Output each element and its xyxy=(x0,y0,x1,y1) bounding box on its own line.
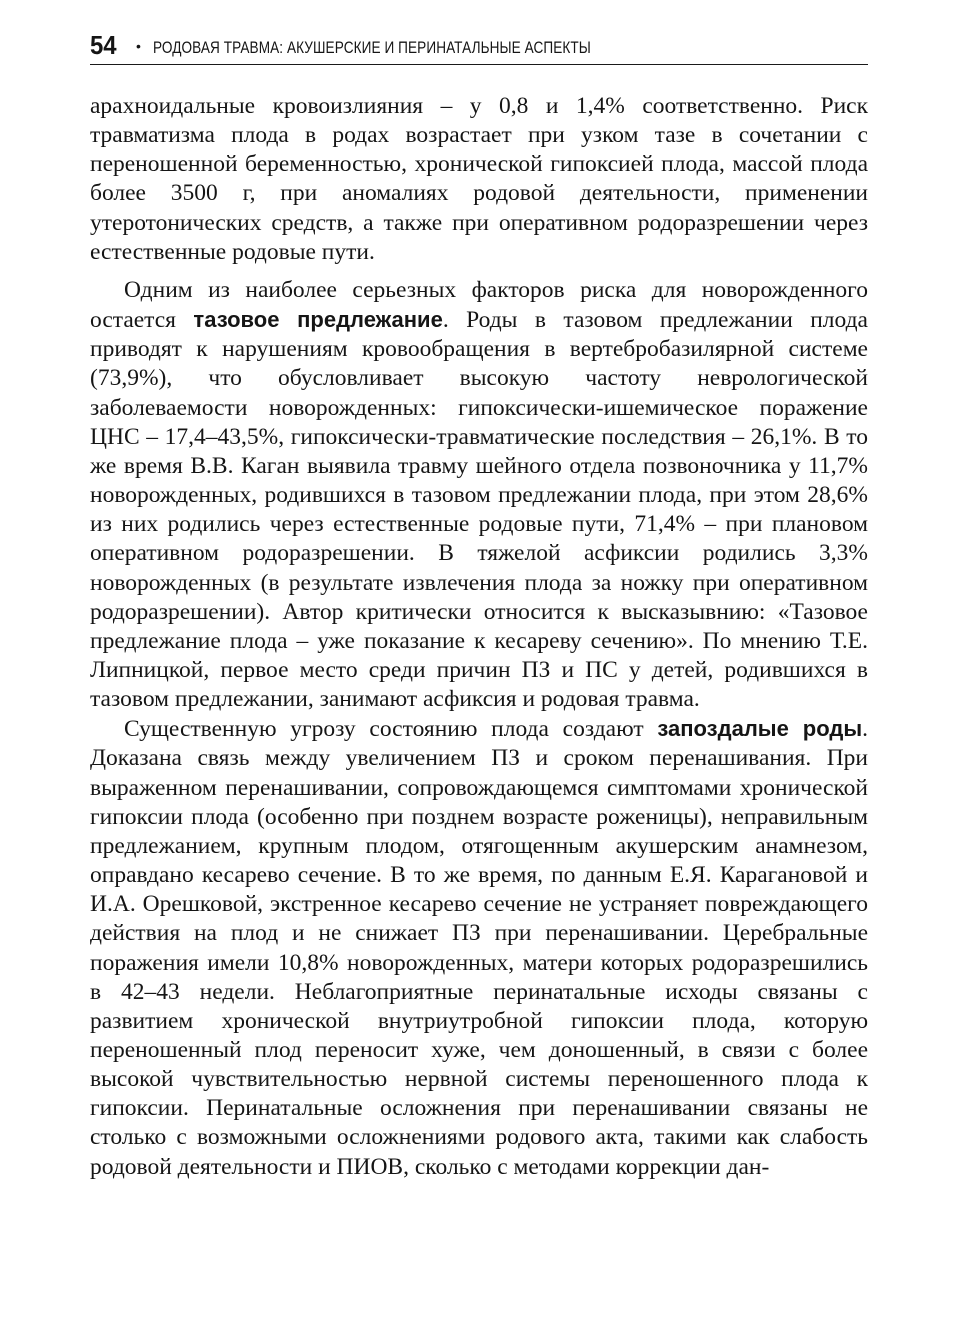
paragraph-2 xyxy=(90,276,868,714)
paragraph-2-text-before: Одним из наиболее серьезных факторов риска для новорожденного остается xyxy=(90,276,868,334)
paragraph-1-text: арахноидальные кровоизлияния – у 0,8 и 1,4% соответственно. Риск травматизма плода в родах возрастает при узком тазе в сочетании с переношенной беременностью, хронической гипоксией плода, массой плода более 3500 г, при аномалиях родовой деятельности, применении утеротонических средств, а также при оперативном родоразрешении через естественные родовые пути. xyxy=(90,93,868,265)
body-text xyxy=(90,92,868,1182)
bold-term-post-term-birth: запоздалые роды xyxy=(657,716,863,742)
running-title: РОДОВАЯ ТРАВМА: АКУШЕРСКИЕ И ПЕРИНАТАЛЬНЫЕ АСПЕКТЫ xyxy=(153,38,591,57)
bold-term-breech-presentation: тазовое предлежание xyxy=(193,307,443,333)
paragraph-3 xyxy=(90,714,868,1182)
page-number: 54 xyxy=(90,30,117,60)
page-header xyxy=(90,30,868,65)
paragraph-3-text-before: Существенную угрозу состоянию плода создают xyxy=(124,716,658,743)
paragraph-2-text-after: . Роды в тазовом предлежании плода приводят к нарушениям кровообращения в вертебробазилярной системе (73,9%), что обусловливает высокую частоту неврологической заболеваемости новорожденных: гипоксически-ишемическое поражение ЦНС – 17,4–43,5%, гипоксически-травматические последствия – 26,1%. В то же время В.В. Каган выявила травму шейного отдела позвоночника у 11,7% новорожденных, родившихся в тазовом предлежании плода, при этом 28,6% из них родились через естественные родовые пути, 71,4% – при плановом оперативном родоразрешении. В тяжелой асфиксии родились 3,3% новорожденных (в результате извлечения плода за ножку при оперативном родоразрешении). Автор критически относится к высказывнию: «Тазовое предлежание плода – уже показание к кесареву сечению». По мнению Т.Е. Липницкой, первое место среди причин ПЗ и ПС у детей, родившихся в тазовом предлежании, занимают асфиксия и родовая травма. xyxy=(90,307,868,713)
paragraph-1 xyxy=(90,92,868,267)
paragraph-3-text-after: . Доказана связь между увеличением ПЗ и сроком перенашивания. При выраженном перенашивании, сопровождающемся симптомами хронической гипоксии плода (особенно при позднем возрасте роженицы), неправильным предлежанием, крупным плодом, отягощенным акушерским анамнезом, оправдано кесарево сечение. В то же время, по данным Е.Я. Карагановой и И.А. Орешковой, экстренное кесарево сечение не устраняет повреждающего действия на плод и не снижает ПЗ при перенашивании. Церебральные поражения имели 10,8% новорожденных, матери которых родоразрешились в 42–43 недели. Неблагоприятные перинатальные исходы связаны с развитием хронической внутриутробной гипоксии плода, которую переношенный плод переносит хуже, чем доношенный, в связи с более высокой чувствительностью нервной системы переношенного плода к гипоксии. Перинатальные осложнения при перенашивании связаны не столько с возможными осложнениями родового акта, такими как слабость родовой деятельности и ПИОВ, сколько с методами коррекции дан- xyxy=(90,716,869,1180)
header-bullet: • xyxy=(136,38,141,54)
